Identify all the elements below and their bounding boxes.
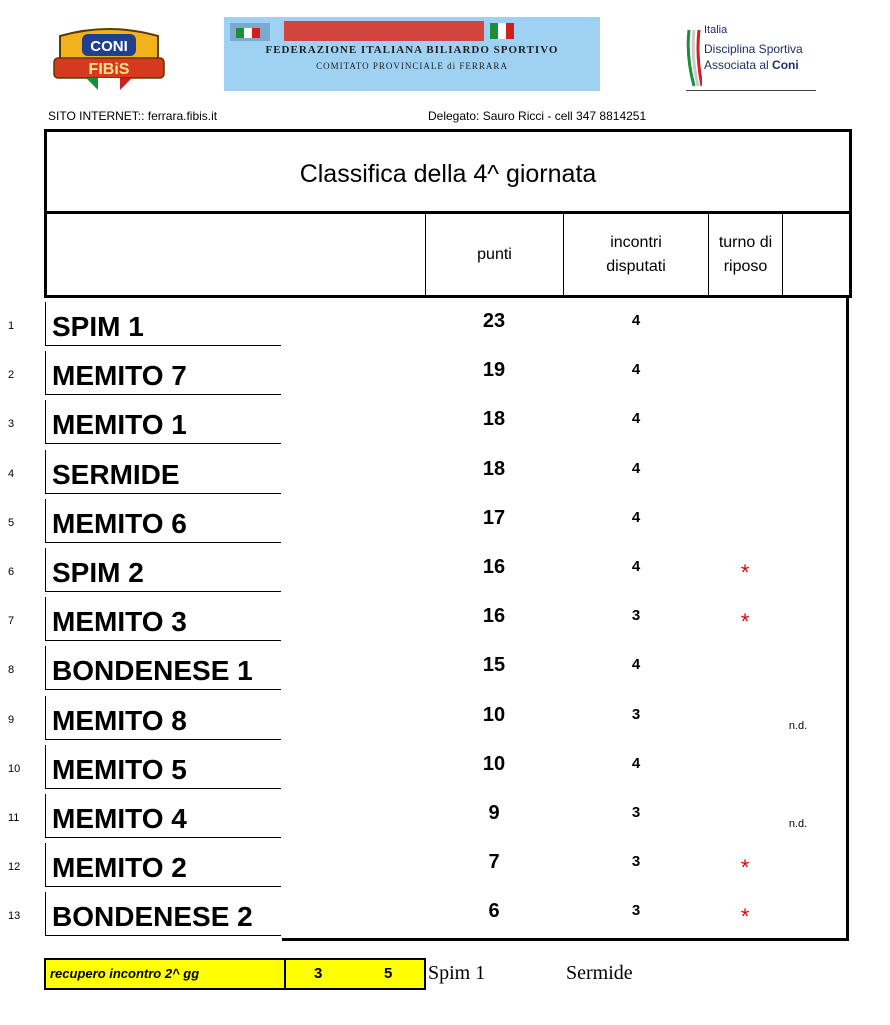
- table-row: [0, 692, 890, 741]
- site-url: SITO INTERNET:: ferrara.fibis.it: [48, 109, 218, 123]
- recovery-scores: [284, 958, 426, 990]
- table-row: [0, 790, 890, 839]
- table-row: [0, 593, 890, 642]
- table-row: [0, 839, 890, 888]
- row-team-name: SPIM 2: [45, 548, 281, 592]
- table-row: [0, 446, 890, 495]
- header-punti: punti: [425, 214, 563, 295]
- table-row: [0, 495, 890, 544]
- row-team-name: BONDENESE 2: [45, 892, 281, 936]
- header-turno-riposo: turno di riposo: [708, 214, 782, 295]
- row-turno-riposo: *: [740, 855, 750, 881]
- row-rank: 6: [8, 566, 15, 578]
- row-punti: 16: [482, 556, 506, 578]
- table-row: [0, 298, 890, 347]
- row-incontri: 4: [631, 410, 641, 428]
- delegate-contact: Delegato: Sauro Ricci - cell 347 8814251: [428, 109, 647, 123]
- row-team-name: MEMITO 8: [45, 696, 281, 740]
- table-row: [0, 642, 890, 691]
- row-team-name: MEMITO 3: [45, 597, 281, 641]
- row-turno-riposo: *: [740, 609, 750, 635]
- row-turno-riposo: *: [740, 560, 750, 585]
- coni-fibis-logo: [46, 26, 172, 102]
- row-turno-riposo: *: [740, 904, 750, 930]
- row-team-name: SERMIDE: [45, 450, 281, 494]
- row-nd-note: n.d.: [788, 818, 808, 830]
- disciplina-label: Disciplina Sportiva: [704, 42, 803, 56]
- row-incontri: 4: [631, 656, 641, 674]
- row-rank: 3: [8, 418, 15, 431]
- row-rank: 8: [8, 664, 15, 677]
- row-punti: 15: [482, 654, 506, 677]
- row-incontri: 4: [631, 754, 641, 772]
- row-incontri: 3: [631, 804, 641, 821]
- row-rank: 11: [8, 812, 20, 824]
- standings-title-box: [44, 129, 852, 214]
- row-punti: 18: [482, 408, 506, 431]
- row-incontri: 4: [631, 558, 641, 575]
- row-punti: 19: [482, 359, 506, 382]
- header-incontri: incontri disputati: [563, 214, 708, 295]
- table-row: [0, 544, 890, 593]
- row-punti: 10: [482, 752, 506, 775]
- row-team-name: BONDENESE 1: [45, 646, 281, 690]
- federation-banner: [224, 17, 600, 91]
- recovery-team-a: Spim 1: [428, 962, 486, 984]
- row-rank: 13: [8, 910, 21, 923]
- row-team-name: MEMITO 2: [45, 843, 281, 887]
- table-row: [0, 888, 890, 937]
- row-punti: 7: [488, 851, 500, 874]
- row-team-name: MEMITO 7: [45, 351, 281, 395]
- row-incontri: 3: [631, 853, 641, 871]
- recovery-team-b: Sermide: [566, 962, 633, 984]
- row-team-name: MEMITO 4: [45, 794, 281, 838]
- row-punti: 9: [488, 802, 500, 824]
- row-incontri: 4: [631, 312, 641, 329]
- logo-rule: [686, 90, 816, 91]
- row-incontri: 3: [631, 607, 641, 625]
- table-row: [0, 347, 890, 396]
- row-rank: 7: [8, 615, 15, 628]
- banner-committee-name: COMITATO PROVINCIALE di FERRARA: [316, 61, 508, 71]
- row-rank: 12: [8, 861, 21, 874]
- row-incontri: 4: [631, 508, 641, 526]
- associata-label: Associata al Coni: [704, 58, 799, 72]
- row-rank: 10: [8, 762, 21, 775]
- table-row: [0, 741, 890, 790]
- svg-text:CONI: CONI: [90, 38, 128, 55]
- row-punti: 17: [482, 506, 506, 529]
- italia-label: Italia: [704, 24, 728, 36]
- recovery-score-a: 3: [314, 965, 323, 982]
- row-team-name: MEMITO 6: [45, 499, 281, 543]
- row-team-name: SPIM 1: [45, 302, 281, 346]
- row-incontri: 4: [631, 361, 641, 379]
- banner-federation-name: FEDERAZIONE ITALIANA BILIARDO SPORTIVO: [265, 44, 559, 56]
- row-punti: 23: [482, 310, 506, 332]
- table-row: [0, 396, 890, 445]
- row-incontri: 3: [631, 705, 641, 723]
- recovery-label: recupero incontro 2^ gg: [44, 958, 290, 990]
- row-nd-note: n.d.: [788, 719, 808, 732]
- row-team-name: MEMITO 1: [45, 400, 281, 444]
- column-header: [44, 211, 852, 298]
- row-rank: 4: [8, 467, 15, 480]
- row-incontri: 4: [631, 459, 641, 477]
- row-incontri: 3: [631, 902, 641, 920]
- row-punti: 6: [488, 900, 500, 923]
- italia-coni-logo: [686, 24, 816, 94]
- svg-text:FIBiS: FIBiS: [88, 61, 130, 78]
- row-punti: 18: [482, 457, 506, 480]
- row-rank: 2: [8, 369, 15, 382]
- recovery-match: [44, 958, 424, 990]
- header-extra: [782, 214, 850, 295]
- row-punti: 10: [482, 703, 506, 726]
- row-rank: 9: [8, 713, 15, 726]
- recovery-score-b: 5: [384, 965, 393, 982]
- row-team-name: MEMITO 5: [45, 745, 281, 789]
- row-rank: 1: [8, 320, 15, 332]
- row-punti: 16: [482, 605, 506, 628]
- row-rank: 5: [8, 516, 15, 529]
- standings-title: Classifica della 4^ giornata: [299, 160, 597, 188]
